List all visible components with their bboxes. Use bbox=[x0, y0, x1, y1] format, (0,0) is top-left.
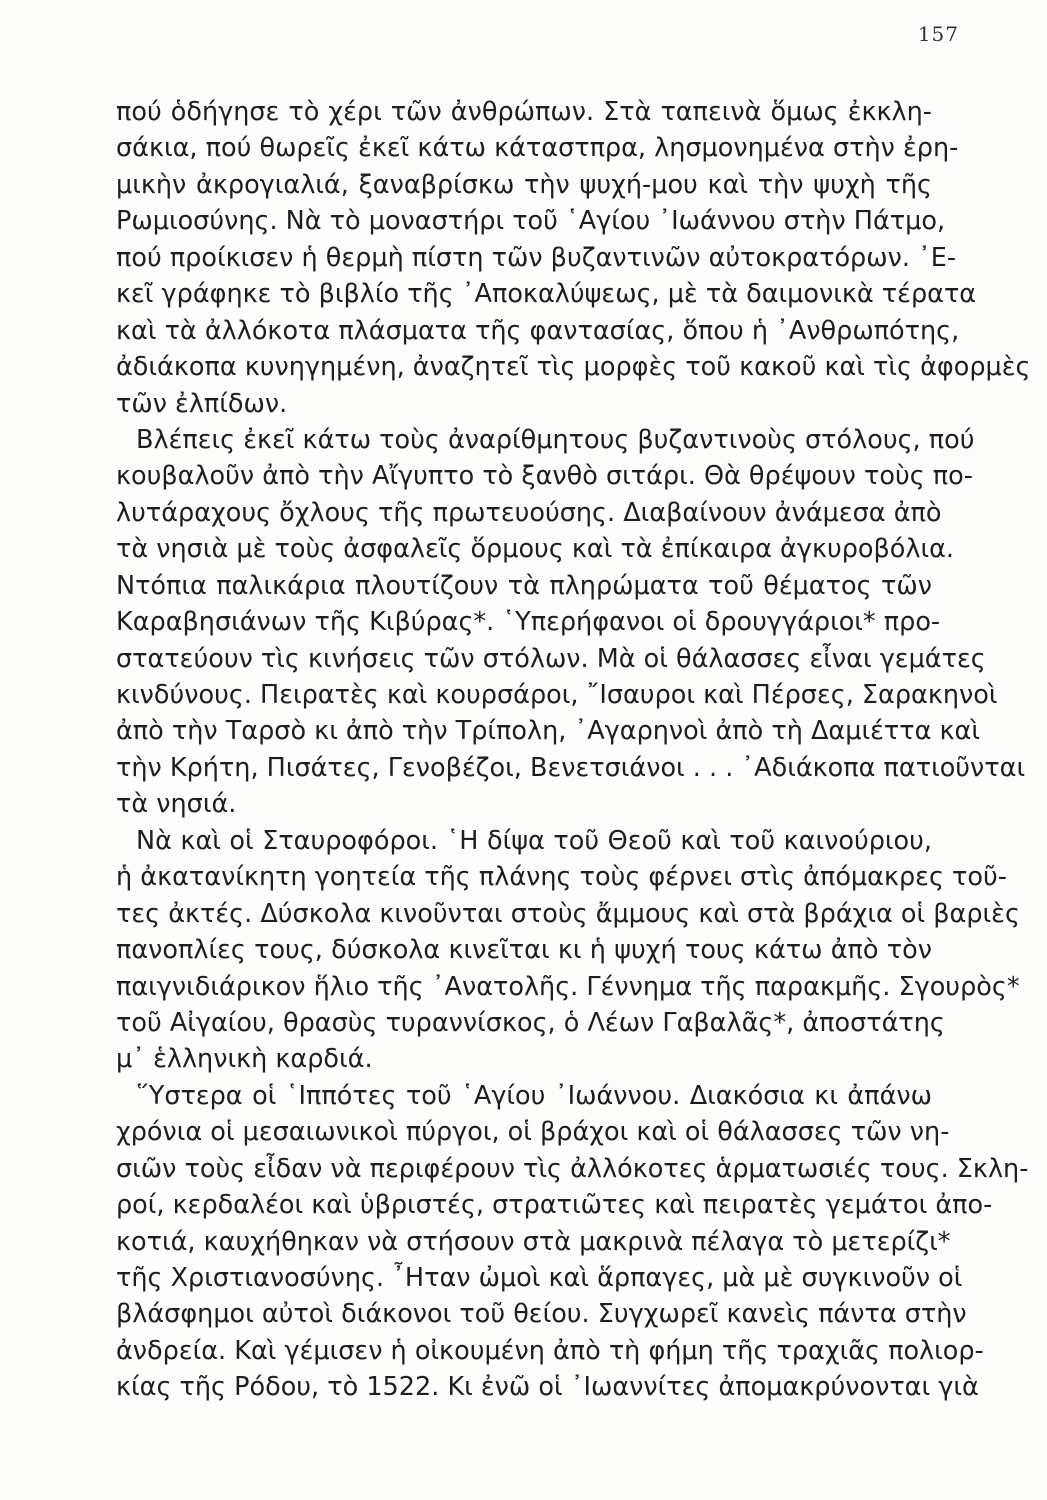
text-line: κουβαλοῦν ἀπὸ τὴν Αἴγυπτο τὸ ξανθὸ σιτάρι. Θὰ θρέψουν τοὺς πο- bbox=[116, 461, 973, 492]
text-line: Ντόπια παλικάρια πλουτίζουν τὰ πληρώματα τοῦ θέματος τῶν bbox=[116, 570, 932, 601]
text-line: Νὰ καὶ οἱ Σταυροφόροι. ῾Η δίψα τοῦ Θεοῦ καὶ τοῦ καινούριου, bbox=[136, 825, 932, 856]
text-line: βλάσφημοι αὐτοὶ διάκονοι τοῦ θείου. Συγχωρεῖ κανεὶς πάντα στὴν bbox=[116, 1299, 967, 1330]
text-line: ῞Υστερα οἱ ῾Ιππότες τοῦ ῾Αγίου ᾿Ιωάννου. Διακόσια κι ἀπάνω bbox=[136, 1080, 932, 1111]
text-line: ροί, κερδαλέοι καὶ ὑβριστές, στρατιῶτες καὶ πειρατὲς γεμάτοι ἀπο- bbox=[116, 1190, 993, 1221]
text-line: τῆς Χριστιανοσύνης. ῏Ηταν ὠμοὶ καὶ ἅρπαγες, μὰ μὲ συγκινοῦν οἱ bbox=[116, 1263, 963, 1293]
text-line: ἀπὸ τὴν Ταρσὸ κι ἀπὸ τὴν Τρίπολη, ᾿Αγαρηνοὶ ἀπὸ τὴ Δαμιέττα καὶ bbox=[116, 716, 980, 747]
text-line: τοῦ Αἰγαίου, θρασὺς τυραννίσκος, ὁ Λέων Γαβαλᾶς*, ἀποστάτης bbox=[116, 1007, 945, 1038]
text-line: τὰ νησιά. bbox=[116, 789, 237, 820]
text-line: σιῶν τοὺς εἶδαν νὰ περιφέρουν τὶς ἀλλόκοτες ἁρματωσιές τους. Σκλη- bbox=[116, 1153, 1029, 1184]
text-line: τὴν Κρήτη, Πισάτες, Γενοβέζοι, Βενετσιάνοι . . . ᾿Αδιάκοπα πατιοῦνται bbox=[116, 752, 1026, 783]
text-line: καὶ τὰ ἀλλόκοτα πλάσματα τῆς φαντασίας, ὅπου ἡ ᾿Ανθρωπότης, bbox=[116, 315, 960, 346]
text-line: τὰ νησιὰ μὲ τοὺς ἀσφαλεῖς ὅρμους καὶ τὰ ἐπίκαιρα ἀγκυροβόλια. bbox=[116, 534, 955, 565]
text-line: κοτιά, καυχήθηκαν νὰ στήσουν στὰ μακρινὰ πέλαγα τὸ μετερίζι* bbox=[116, 1226, 951, 1257]
text-line: πού ὁδήγησε τὸ χέρι τῶν ἀνθρώπων. Στὰ ταπεινὰ ὅμως ἐκκλη- bbox=[116, 97, 932, 127]
text-line: τες ἀκτές. Δύσκολα κινοῦνται στοὺς ἄμμους καὶ στὰ βράχια οἱ βαριὲς bbox=[116, 898, 1020, 929]
text-line: λυτάραχους ὄχλους τῆς πρωτευούσης. Διαβαίνουν ἀνάμεσα ἀπὸ bbox=[116, 497, 942, 528]
text-line: κεῖ γράφηκε τὸ βιβλίο τῆς ᾿Αποκαλύψεως, μὲ τὰ δαιμονικὰ τέρατα bbox=[116, 279, 977, 310]
text-line: τῶν ἐλπίδων. bbox=[116, 388, 288, 419]
text-line: ἀνδρεία. Καὶ γέμισεν ἡ οἰκουμένη ἀπὸ τὴ φήμη τῆς τραχιᾶς πολιορ- bbox=[116, 1335, 984, 1366]
text-line: Βλέπεις ἐκεῖ κάτω τοὺς ἀναρίθμητους βυζαντινοὺς στόλους, πού bbox=[136, 424, 975, 455]
text-line: μικὴν ἀκρογιαλιά, ξαναβρίσκω τὴν ψυχή-μου καὶ τὴν ψυχὴ τῆς bbox=[116, 169, 932, 200]
text-line: πού προίκισεν ἡ θερμὴ πίστη τῶν βυζαντινῶν αὐτοκρατόρων. ᾿Ε- bbox=[116, 242, 957, 273]
text-line: σάκια, πού θωρεῖς ἐκεῖ κάτω κάταστπρα, λησμονημένα στὴν ἐρη- bbox=[116, 133, 959, 164]
text-line: Καραβησιάνων τῆς Κιβύρας*. ῾Υπερήφανοι οἱ δρουγγάριοι* προ- bbox=[116, 607, 941, 638]
text-line: παιγνιδιάρικον ἥλιο τῆς ᾿Ανατολῆς. Γέννημα τῆς παρακμῆς. Σγουρὸς* bbox=[116, 971, 1020, 1002]
text-line: στατεύουν τὶς κινήσεις τῶν στόλων. Μὰ οἱ θάλασσες εἶναι γεμάτες bbox=[116, 643, 986, 674]
text-line: ἡ ἀκατανίκητη γοητεία τῆς πλάνης τοὺς φέρνει στὶς ἀπόμακρες τοῦ- bbox=[116, 862, 1007, 893]
text-line: μ᾿ ἑλληνικὴ καρδιά. bbox=[116, 1044, 373, 1075]
body-text bbox=[116, 94, 1031, 1406]
text-line: κινδύνους. Πειρατὲς καὶ κουρσάροι, ῎Ισαυροι καὶ Πέρσες, Σαρακηνοὶ bbox=[116, 680, 998, 710]
text-line: Ρωμιοσύνης. Νὰ τὸ μοναστήρι τοῦ ῾Αγίου ᾿Ιωάννου στὴν Πάτμο, bbox=[116, 206, 946, 237]
text-line: πανοπλίες τους, δύσκολα κινεῖται κι ἡ ψυχή τους κάτω ἀπὸ τὸν bbox=[116, 935, 932, 966]
text-line: χρόνια οἱ μεσαιωνικοὶ πύργοι, οἱ βράχοι καὶ οἱ θάλασσες τῶν νη- bbox=[116, 1117, 950, 1148]
page-number: 157 bbox=[917, 22, 959, 46]
text-line: ἀδιάκοπα κυνηγημένη, ἀναζητεῖ τὶς μορφὲς τοῦ κακοῦ καὶ τὶς ἀφορμὲς bbox=[116, 352, 1031, 383]
text-line: κίας τῆς Ρόδου, τὸ 1522. Κι ἐνῶ οἱ ᾿Ιωαννίτες ἀπομακρύνονται γιὰ bbox=[116, 1372, 979, 1403]
